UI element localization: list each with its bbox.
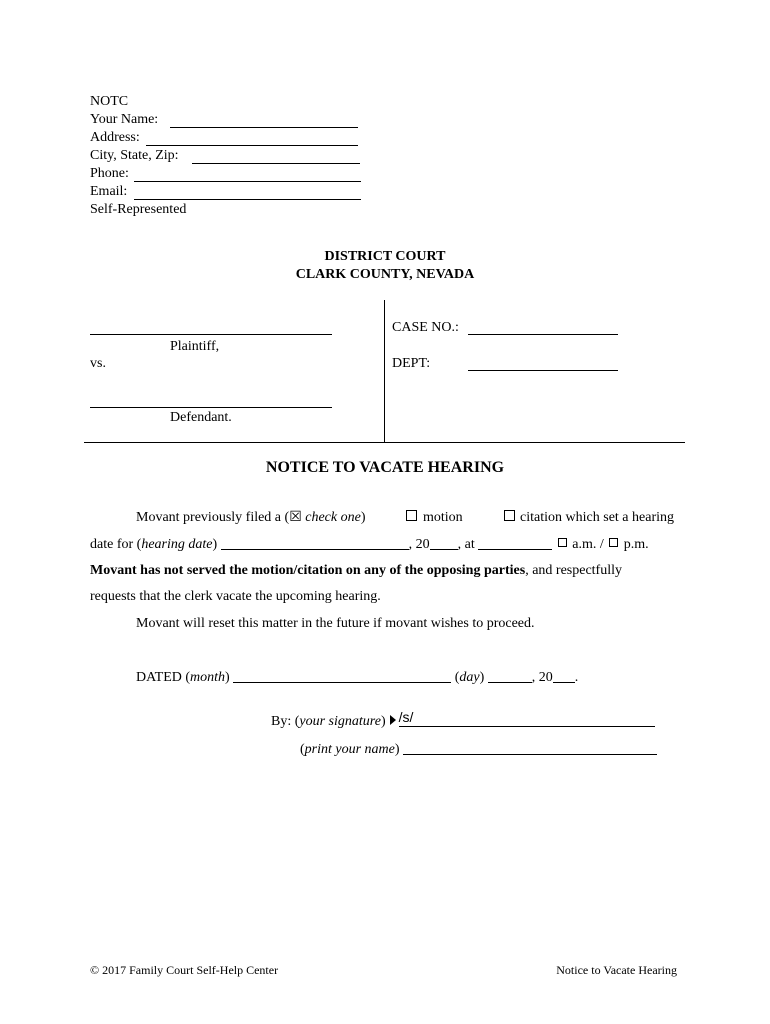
am-checkbox[interactable] <box>558 538 567 547</box>
signature-line: By: (your signature) /s/ <box>271 713 770 730</box>
defendant-field[interactable] <box>90 407 332 408</box>
dept-label: DEPT: <box>392 356 431 371</box>
checked-box-icon: ☒ <box>289 510 302 525</box>
body-line-4: requests that the clerk vacate the upcoming hearing. <box>90 589 381 604</box>
court-name: DISTRICT COURT <box>324 249 446 264</box>
vs-label: vs. <box>90 356 106 371</box>
pm-checkbox[interactable] <box>609 538 618 547</box>
phone-field[interactable] <box>134 181 361 182</box>
signature-value: /s/ <box>398 709 414 725</box>
citation-checkbox[interactable] <box>504 510 515 521</box>
motion-option: motion <box>404 510 462 526</box>
motion-checkbox[interactable] <box>406 510 417 521</box>
document-title: NOTICE TO VACATE HEARING <box>265 459 505 476</box>
caption-bottom-rule <box>84 442 685 443</box>
body-line-2: date for (hearing date) , 20 , at a.m. / p.m. <box>90 537 649 552</box>
city-field[interactable] <box>192 163 360 164</box>
citation-option: citation which set a hearing <box>502 510 674 526</box>
footer-title: Notice to Vacate Hearing <box>556 963 677 977</box>
dated-month-field[interactable] <box>233 669 451 683</box>
print-name-field[interactable] <box>403 741 657 755</box>
arrow-right-icon <box>390 715 396 725</box>
email-field[interactable] <box>134 199 361 200</box>
dated-line: DATED (month) (day) , 20 . <box>136 670 579 685</box>
plaintiff-label: Plaintiff, <box>170 339 220 354</box>
form-code: NOTC <box>90 94 129 109</box>
footer-copyright: © 2017 Family Court Self-Help Center <box>90 963 279 977</box>
address-label: Address: <box>90 130 140 145</box>
hearing-year-field[interactable] <box>430 536 458 550</box>
your-name-field[interactable] <box>170 127 358 128</box>
signature-field[interactable] <box>398 709 655 727</box>
phone-label: Phone: <box>90 166 129 181</box>
your-name-label: Your Name: <box>90 112 159 127</box>
email-label: Email: <box>90 184 128 199</box>
filed-text: Movant previously filed a (☒ check one) <box>136 510 366 525</box>
plaintiff-field[interactable] <box>90 334 332 335</box>
hearing-date-field[interactable] <box>221 536 409 550</box>
print-name-line: (print your name) <box>300 741 770 758</box>
dept-field[interactable] <box>468 370 618 371</box>
body-line-3: Movant has not served the motion/citation on any of the opposing parties, and respectfully <box>90 563 622 578</box>
court-county: CLARK COUNTY, NEVADA <box>295 267 475 282</box>
dated-day-field[interactable] <box>488 669 532 683</box>
caption-divider <box>384 300 385 442</box>
defendant-label: Defendant. <box>170 410 232 425</box>
dated-year-field[interactable] <box>553 669 575 683</box>
city-label: City, State, Zip: <box>90 148 179 163</box>
case-no-label: CASE NO.: <box>392 320 459 335</box>
hearing-time-field[interactable] <box>478 536 552 550</box>
self-represented: Self-Represented <box>90 202 187 217</box>
address-field[interactable] <box>146 145 358 146</box>
case-no-field[interactable] <box>468 334 618 335</box>
body-line-5: Movant will reset this matter in the future if movant wishes to proceed. <box>136 616 535 631</box>
body-line-1 <box>136 509 674 526</box>
